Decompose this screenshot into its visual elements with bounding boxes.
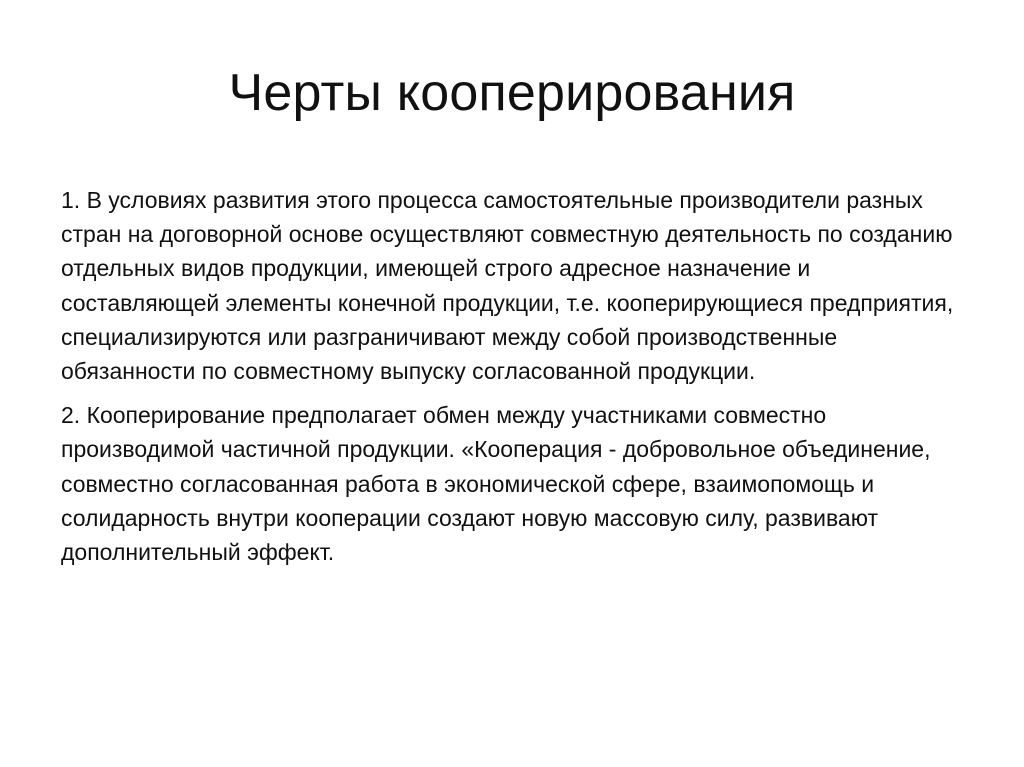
slide-body — [61, 183, 966, 579]
paragraph-1: 1. В условиях развития этого процесса самостоятельные производители разных стран на договорной основе осуществляют совместную деятельность по созданию отдельных видов продукции, имеющей строго адресное назначение и составляющей элементы конечной продукции, т.е. кооперирующиеся предприятия, специализируются или разграничивают между собой производственные обязанности по совместному выпуску согласованной продукции. — [61, 187, 954, 385]
slide-title: Черты кооперирования — [228, 64, 796, 122]
paragraph-2: 2. Кооперирование предполагает обмен между участниками совместно производимой частичной продукции. «Кооперация - добровольное объединение, совместно согласованная работа в экономической сфере, взаимопомощь и солидарность внутри кооперации создают новую массовую силу, развивают дополнительный эффект. — [61, 402, 931, 566]
